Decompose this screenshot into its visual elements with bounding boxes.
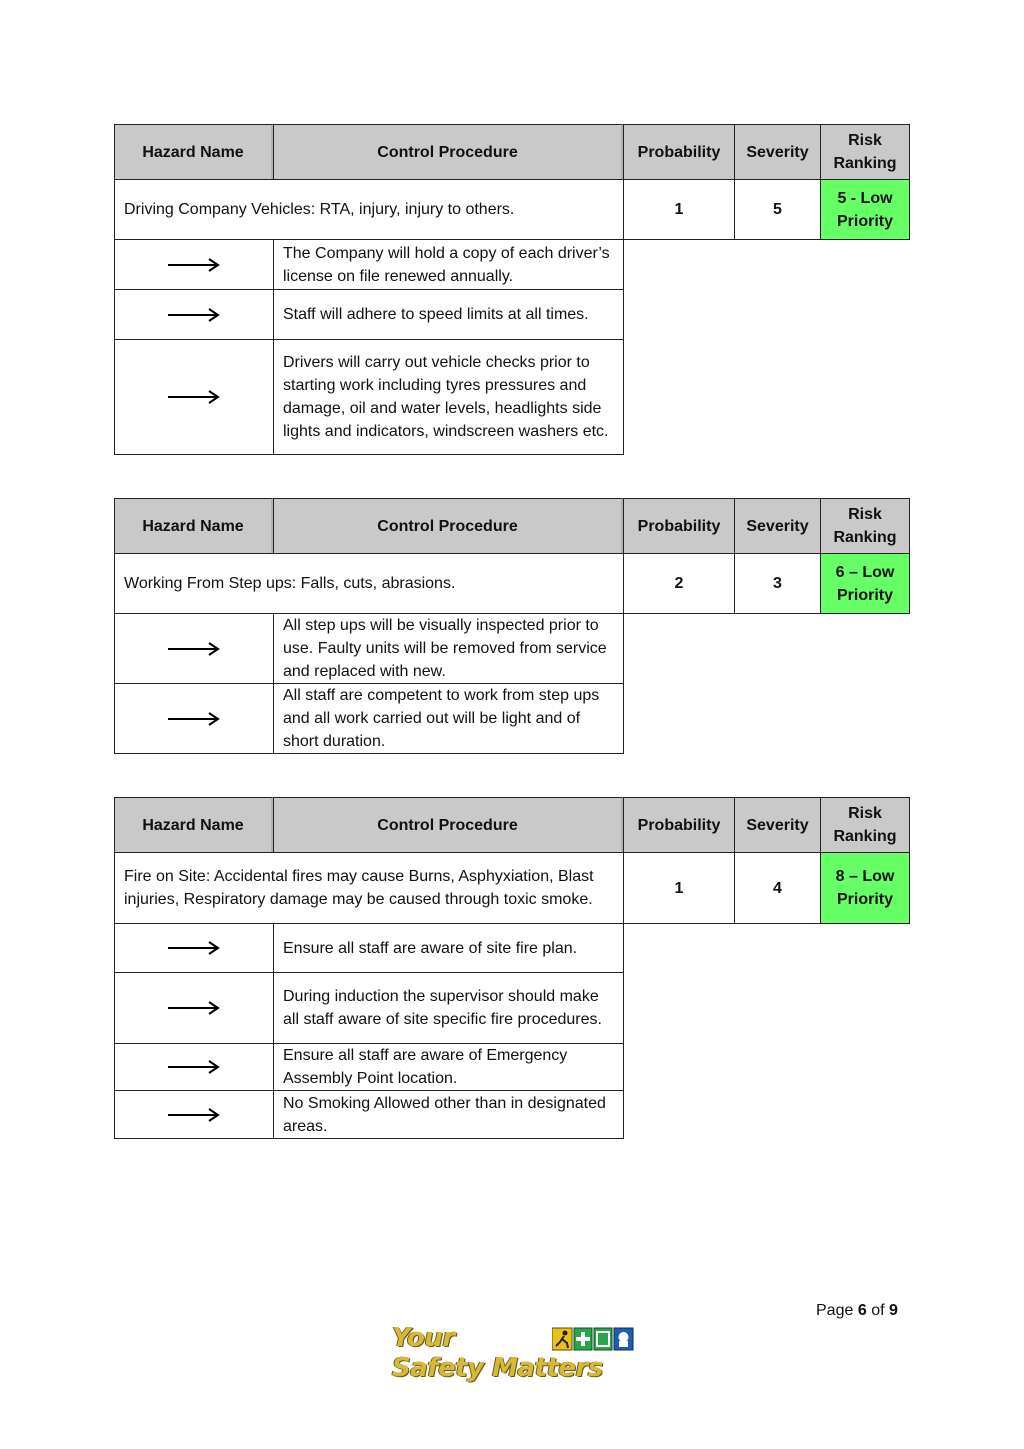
page-current: 6 bbox=[857, 1302, 867, 1319]
company-logo bbox=[390, 1323, 636, 1387]
severity-value: 3 bbox=[734, 553, 821, 614]
hazard-description: Driving Company Vehicles: RTA, injury, injury to others. bbox=[114, 179, 624, 240]
arrow-icon bbox=[114, 239, 274, 290]
logo-line-2: Safety Matters bbox=[392, 1353, 603, 1383]
control-item: The Company will hold a copy of each driver’s license on file renewed annually. bbox=[273, 239, 624, 290]
arrow-icon bbox=[114, 683, 274, 754]
header-probability: Probability bbox=[623, 797, 735, 853]
control-item: Ensure all staff are aware of site fire plan. bbox=[273, 923, 624, 973]
page-number bbox=[816, 1302, 898, 1320]
header-hazard-name: Hazard Name bbox=[114, 797, 274, 853]
control-item: Drivers will carry out vehicle checks prior to starting work including tyres pressures and damage, oil and water levels, headlights side lights and indicators, windscreen washers etc. bbox=[273, 339, 624, 455]
control-item: All staff are competent to work from step ups and all work carried out will be light and of short duration. bbox=[273, 683, 624, 754]
severity-value: 4 bbox=[734, 852, 821, 924]
page-prefix: Page bbox=[816, 1302, 854, 1319]
page-total: 9 bbox=[888, 1302, 898, 1319]
arrow-icon bbox=[114, 613, 274, 684]
control-item: Staff will adhere to speed limits at all times. bbox=[273, 289, 624, 340]
header-control-procedure: Control Procedure bbox=[273, 498, 624, 554]
risk-ranking-badge: 6 – Low Priority bbox=[820, 553, 910, 614]
arrow-icon bbox=[114, 289, 274, 340]
header-control-procedure: Control Procedure bbox=[273, 124, 624, 180]
control-item: No Smoking Allowed other than in designated areas. bbox=[273, 1090, 624, 1139]
probability-value: 2 bbox=[623, 553, 735, 614]
page-of: of bbox=[871, 1302, 885, 1319]
arrow-icon bbox=[114, 972, 274, 1044]
control-item: During induction the supervisor should make all staff aware of site specific fire procedures. bbox=[273, 972, 624, 1044]
header-severity: Severity bbox=[734, 124, 821, 180]
arrow-icon bbox=[114, 1043, 274, 1091]
header-probability: Probability bbox=[623, 498, 735, 554]
probability-value: 1 bbox=[623, 179, 735, 240]
arrow-icon bbox=[114, 1090, 274, 1139]
hazard-description: Fire on Site: Accidental fires may cause Burns, Asphyxiation, Blast injuries, Respiratory damage may be caused through toxic smoke. bbox=[114, 852, 624, 924]
risk-ranking-badge: 5 - Low Priority bbox=[820, 179, 910, 240]
arrow-icon bbox=[114, 339, 274, 455]
logo-line-1: Your bbox=[392, 1323, 455, 1353]
header-severity: Severity bbox=[734, 498, 821, 554]
header-risk-ranking: Risk Ranking bbox=[820, 797, 910, 853]
arrow-icon bbox=[114, 923, 274, 973]
safety-pictogram-icon bbox=[552, 1326, 634, 1352]
severity-value: 5 bbox=[734, 179, 821, 240]
header-control-procedure: Control Procedure bbox=[273, 797, 624, 853]
hazard-description: Working From Step ups: Falls, cuts, abrasions. bbox=[114, 553, 624, 614]
header-hazard-name: Hazard Name bbox=[114, 498, 274, 554]
header-hazard-name: Hazard Name bbox=[114, 124, 274, 180]
header-severity: Severity bbox=[734, 797, 821, 853]
probability-value: 1 bbox=[623, 852, 735, 924]
risk-ranking-badge: 8 – Low Priority bbox=[820, 852, 910, 924]
header-risk-ranking: Risk Ranking bbox=[820, 498, 910, 554]
header-risk-ranking: Risk Ranking bbox=[820, 124, 910, 180]
control-item: All step ups will be visually inspected prior to use. Faulty units will be removed from service and replaced with new. bbox=[273, 613, 624, 684]
header-probability: Probability bbox=[623, 124, 735, 180]
control-item: Ensure all staff are aware of Emergency Assembly Point location. bbox=[273, 1043, 624, 1091]
